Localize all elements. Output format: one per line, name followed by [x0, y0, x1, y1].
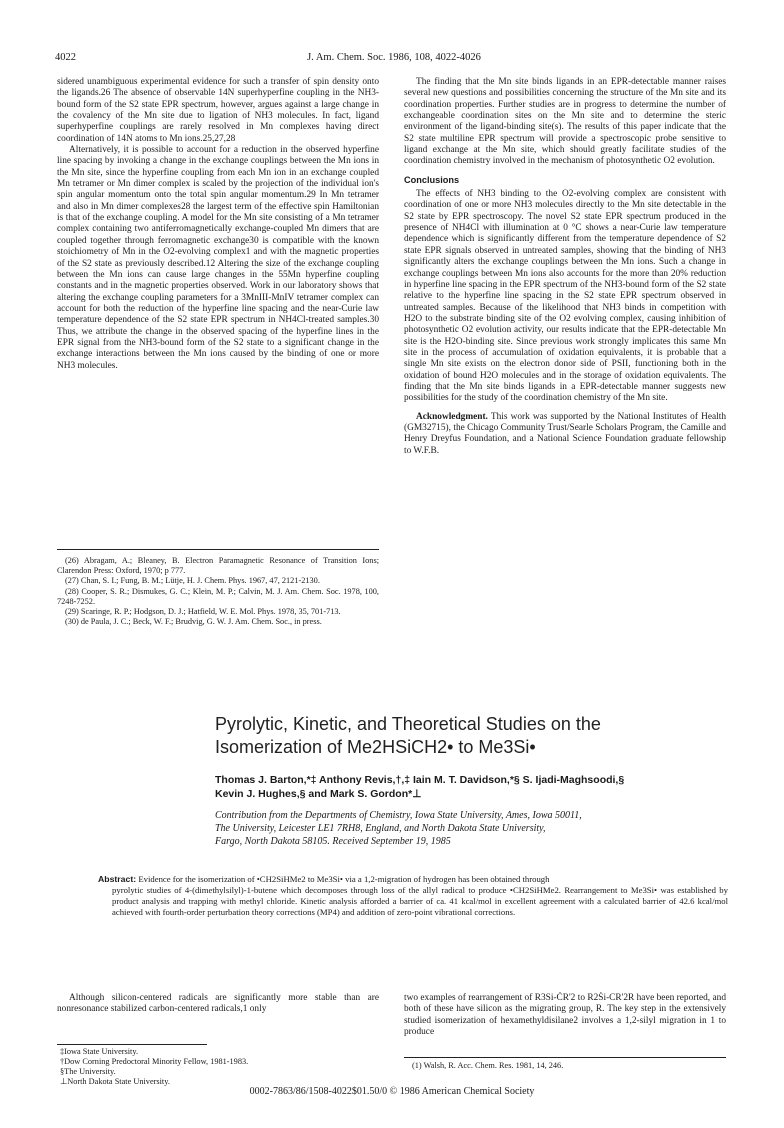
paragraph: two examples of rearrangement of R3Si-ĊR'2 to R2Ṡi-CR'2R have been reported, and both of these have silicon as the migrating group, R. The key step in the extensively studied isomerization of hexamethyldisilane2 involves a 1,2-silyl migration in 1 to produce: [404, 993, 726, 1038]
title-line: Pyrolytic, Kinetic, and Theoretical Studies on the: [215, 714, 601, 734]
contribution-line: The University, Leicester LE1 7RH8, England, and North Dakota State University,: [215, 823, 546, 834]
acknowledgment-heading: Acknowledgment.: [416, 411, 488, 422]
footnote: (1) Walsh, R. Acc. Chem. Res. 1981, 14, 246.: [412, 1061, 564, 1070]
right-column: [404, 77, 726, 457]
footnote: (29) Scaringe, R. P.; Hodgson, D. J.; Hatfield, W. E. Mol. Phys. 1978, 35, 701-713.: [65, 607, 341, 617]
footnote: (27) Chan, S. I.; Fung, B. M.; Lütje, H. J. Chem. Phys. 1967, 47, 2121-2130.: [65, 576, 320, 586]
intro-right: [404, 993, 726, 1038]
contribution-note: [215, 809, 735, 848]
footnote-divider: [404, 1057, 726, 1058]
paragraph: sidered unambiguous experimental evidence for such a transfer of spin density onto the ligands.26 The absence of observable 14N superhyperfine coupling in the NH3-bound form of the S2 state EPR spectrum, however, argues against a large change in the covalency of the Mn site due to ligation of NH3 molecules. In fact, ligand superhyperfine couplings are rarely resolved in Mn complexes having direct coordination of 14N atoms to Mn ions.25,27,28: [57, 77, 379, 144]
affiliation: ‡Iowa State University.: [60, 1047, 139, 1056]
paragraph: The finding that the Mn site binds ligands in an EPR-detectable manner raises several new questions and possibilities concerning the structure of the Mn site and its coordination properties. Further studies are in progress to determine the number of exchangeable coordination sites on the Mn site and to determine the steric environment of the ligand-binding site(s). The results of this paper indicate that the S2 state multiline EPR spectrum will provide a spectroscopic probe sensitive to ligand exchange at the Mn site, which should greatly facilitate studies of the coordination chemistry involved in the mechanism of photosynthetic O2 evolution.: [404, 77, 726, 167]
affiliation: §The University.: [60, 1067, 116, 1076]
affiliation: †Dow Corning Predoctoral Minority Fellow, 1981-1983.: [60, 1057, 249, 1066]
authors-line: Thomas J. Barton,*‡ Anthony Revis,†,‡ Iain M. T. Davidson,*§ S. Ijadi-Maghsoodi,§: [215, 774, 625, 786]
abstract: [98, 874, 728, 918]
page-number: 4022: [55, 52, 76, 63]
running-header: [55, 52, 733, 68]
abstract-label: Abstract:: [98, 874, 137, 884]
copyright-footer: 0002-7863/86/1508-4022$01.50/0 © 1986 American Chemical Society: [249, 1086, 535, 1097]
paragraph: The effects of NH3 binding to the O2-evolving complex are consistent with coordination of one or more NH3 molecules directly to the Mn site detectable in the S2 state by EPR spectroscopy. The novel S2 state EPR spectrum produced in the presence of NH4Cl with illumination at 0 °C shows a near-Curie law temperature dependence which is significantly different from the temperature dependence of S2 state EPR signals observed in untreated samples, showing that the binding of NH3 significantly alters the exchange couplings between the Mn ions. Such a change in exchange couplings between Mn ions also accounts for the more than 20% reduction in hyperfine line spacing in the EPR spectrum of the NH3-bound form of the S2 state relative to the hyperfine line spacing in the S2 state EPR spectrum observed in untreated samples. Because of the likelihood that NH3 binds in competition with H2O to the substrate binding site of the O2 evolving complex, causing inhibition of photosynthetic O2 evolution activity, our results indicate that the EPR-detectable Mn site is the H2O-binding site. Since previous work strongly implicates this same Mn site in the process of accumulation of oxidation equivalents, it is probable that a single Mn site exists on the electron donor side of PSII, functioning both in the oxidation of bound H2O molecules and in the storage of oxidation equivalents. The finding that the Mn site binds ligands in a EPR-detectable manner suggests new possibilities for the study of the coordination chemistry of the Mn site.: [404, 189, 726, 404]
left-column: [57, 77, 379, 372]
section-heading-conclusions: Conclusions: [404, 174, 460, 185]
affiliation: ⊥North Dakota State University.: [60, 1077, 170, 1086]
abstract-body: pyrolytic studies of 4-(dimethylsilyl)-1-butene which decomposes through loss of the allyl radical to produce •CH2SiHMe2. Rearrangement to Me3Si• was established by product analysis and trapping with methyl chloride. Kinetic analysis afforded a barrier of ca. 41 kcal/mol in excellent agreement with a calculated barrier of 42.6 kcal/mol achieved with fourth-order perturbation theory corrections (MP4) and addition of zero-point vibrational corrections.: [112, 885, 728, 917]
footnote: (30) de Paula, J. C.; Beck, W. F.; Brudvig, G. W. J. Am. Chem. Soc., in press.: [65, 617, 322, 627]
affiliation-divider: [57, 1044, 207, 1045]
intro-left: [57, 993, 379, 1016]
contribution-line: Contribution from the Departments of Chemistry, Iowa State University, Ames, Iowa 50011,: [215, 810, 582, 821]
footnotes-left: [57, 556, 379, 627]
abstract-first-line: [98, 874, 728, 885]
paragraph: Alternatively, it is possible to account for a reduction in the observed hyperfine line spacing by invoking a change in the exchange couplings between the Mn ions in the Mn site, since the hyperfine coupling from each Mn ion in an exchange coupled Mn tetramer or Mn dimer complex is scaled by the projection of the individual ion's spin angular momentum onto the total spin angular momentum.29 In Mn tetramer and also in Mn dimer complexes28 the largest term of the effective spin Hamiltonian is that of the exchange coupling. A model for the Mn site consisting of a Mn tetramer complex containing two antiferromagnetically exchange-coupled Mn dimers that are coupled together through ferromagnetic exchange30 is compatible with the known stoichiometry of Mn in the O2-evolving complex1 and with the magnetic properties of the S2 state as previously described.12 Altering the size of the exchange coupling between the Mn ions can cause large changes in the 55Mn hyperfine coupling constants and in the magnetic properties observed. Work in our laboratory shows that altering the exchange coupling parameters for a 3MnIII-MnIV tetramer complex can account for both the reduction of the hyperfine line spacing and the near-Curie law temperature dependence of the S2 state EPR spectrum in NH4Cl-treated samples.30 Thus, we attribute the change in the observed spacing of the hyperfine lines in the EPR signal from the NH3-bound form of the S2 state to a significant change in the exchange interactions between the Mn ions caused by the binding of one or more NH3 molecules.: [57, 145, 379, 371]
abstract-text: Evidence for the isomerization of •CH2SiHMe2 to Me3Si• via a 1,2-migration of hydrogen has been obtained through: [138, 874, 550, 884]
acknowledgment-text: This work was supported by the National Institutes of Health (GM32715), the Chicago Community Trust/Searle Scholars Program, the Camille and Henry Dreyfus Foundation, and a National Science Foundation graduate fellowship to W.F.B.: [404, 411, 726, 456]
footnote-divider: [57, 549, 379, 550]
paragraph: Although silicon-centered radicals are significantly more stable than are nonresonance stabilized carbon-centered radicals,1 only: [57, 993, 379, 1015]
journal-citation: J. Am. Chem. Soc. 1986, 108, 4022-4026: [307, 52, 481, 63]
title-line: Isomerization of Me2HSiCH2• to Me3Si•: [215, 737, 536, 757]
author-list: [215, 773, 755, 801]
footnote: (26) Abragam, A.; Bleaney, B. Electron Paramagnetic Resonance of Transition Ions; Clarendon Press: Oxford, 1970; p 777.: [57, 556, 379, 576]
contribution-line: Fargo, North Dakota 58105. Received September 19, 1985: [215, 836, 451, 847]
acknowledgment: [404, 412, 726, 457]
authors-line: Kevin J. Hughes,§ and Mark S. Gordon*⊥: [215, 788, 422, 800]
article-title: [215, 713, 755, 759]
footnote: (28) Cooper, S. R.; Dismukes, G. C.; Klein, M. P.; Calvin, M. J. Am. Chem. Soc. 1978, 100, 7248-7252.: [57, 586, 379, 606]
affiliation-notes: [60, 1047, 380, 1087]
